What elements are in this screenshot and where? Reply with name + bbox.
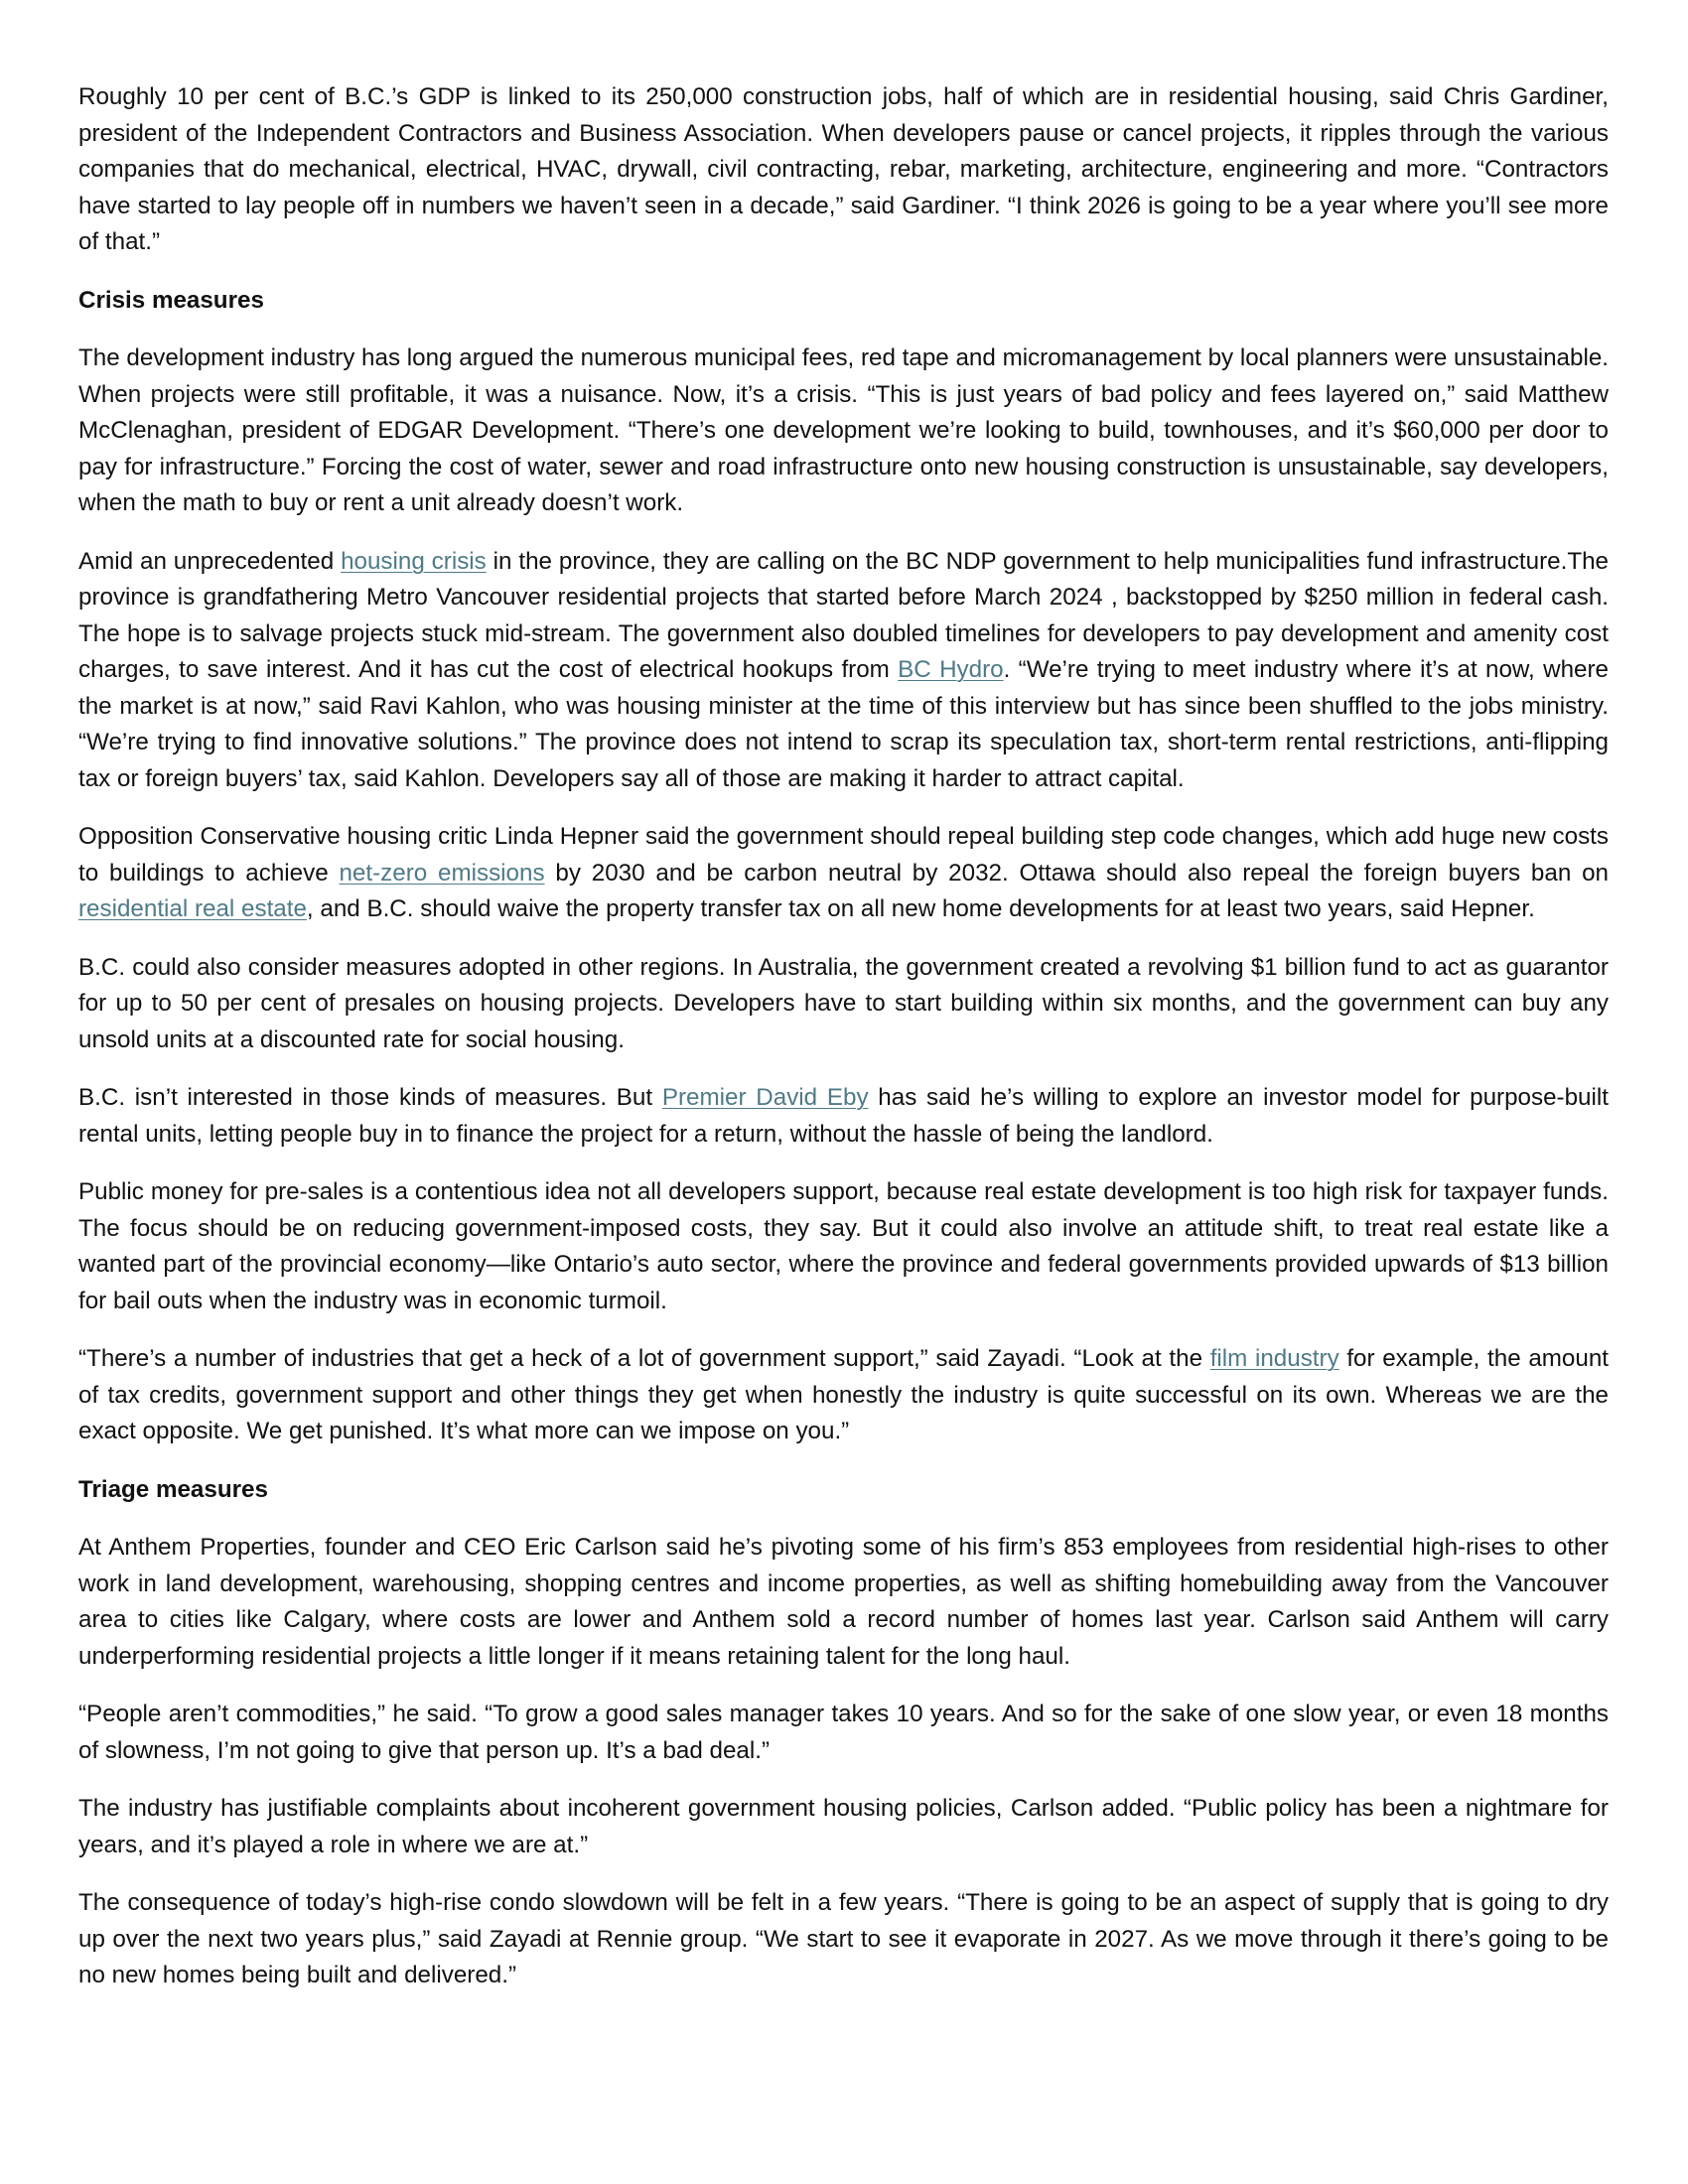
paragraph-public-money [78, 1174, 1609, 1319]
paragraph-province-measures [78, 544, 1609, 798]
link-residential-real-estate[interactable]: residential real estate [78, 895, 307, 922]
paragraph-policy-complaints [78, 1791, 1609, 1863]
paragraph-text: The development industry has long argued the numerous municipal fees, red tape and micromanagement by local planners were unsustainable. When projects were still profitable, it was a nuisance. Now, it’s a crisis. “This is just years of bad policy and fees layered on,” said Matthew McClenaghan, president of EDGAR Development. “There’s one development we’re looking to build, townhouses, and it’s $60,000 per door to pay for infrastructure.” Forcing the cost of water, sewer and road infrastructure onto new housing construction is unsustainable, say developers, when the math to buy or rent a unit already doesn’t work. [78, 344, 1609, 516]
paragraph-text: “People aren’t commodities,” he said. “To grow a good sales manager takes 10 years. And so for the sake of one slow year, or even 18 months of slowness, I’m not going to give that person up. It’s a bad deal.” [78, 1701, 1609, 1764]
paragraph-text: Roughly 10 per cent of B.C.’s GDP is linked to its 250,000 construction jobs, half of which are in residential housing, said Chris Gardiner, president of the Independent Contractors and Business Association. When developers pause or cancel projects, it ripples through the various companies that do mechanical, electrical, HVAC, drywall, civil contracting, rebar, marketing, architecture, engineering and more. “Contractors have started to lay people off in numbers we haven’t seen in a decade,” said Gardiner. “I think 2026 is going to be a year where you’ll see more of that.” [78, 83, 1609, 255]
paragraph-investor-model [78, 1080, 1609, 1153]
paragraph-text: . “We’re trying to meet industry where it’s at now, where the market is at now,” said Ravi Kahlon, who was housing minister at the time of this interview but has since been shuffled to the jobs ministry. “We’re trying to find innovative solutions.” The province does not intend to scrap its speculation tax, short-term rental restrictions, anti-flipping tax or foreign buyers’ tax, said Kahlon. Developers say all of those are making it harder to attract capital. [78, 656, 1609, 792]
paragraph-people-commodities [78, 1697, 1609, 1769]
paragraph-text: Amid an unprecedented [78, 547, 342, 575]
paragraph-text: B.C. could also consider measures adopted in other regions. In Australia, the government created a revolving $1 billion fund to act as guarantor for up to 50 per cent of presales on housing projects. Developers have to start building within six months, and the government can buy any unsold units at a discounted rate for social housing. [78, 953, 1609, 1053]
section-heading-triage-measures: Triage measures [78, 1475, 268, 1503]
paragraph-supply-consequence [78, 1885, 1609, 1994]
paragraph-gdp-construction-jobs [78, 79, 1609, 261]
paragraph-text: At Anthem Properties, founder and CEO Eric Carlson said he’s pivoting some of his firm’s 853 employees from residential high-rises to other work in land development, warehousing, shopping centres and income properties, as well as shifting homebuilding away from the Vancouver area to cities like Calgary, where costs are lower and Anthem sold a record number of homes last year. Carlson said Anthem will carry underperforming residential projects a little longer if it means retaining talent for the long haul. [78, 1534, 1609, 1670]
link-film-industry[interactable]: film industry [1209, 1345, 1339, 1372]
article-body [78, 79, 1609, 2016]
paragraph-anthem-properties [78, 1530, 1609, 1675]
paragraph-text: Opposition Conservative housing critic Linda Hepner said the government should repeal building step code changes, which add huge new costs to buildings to achieve [78, 823, 1609, 887]
paragraph-text: in the province, they are calling on the BC NDP government to help municipalities fund infrastructure.The province is grandfathering Metro Vancouver residential projects that started before March 2024 , backstopped by $250 million in federal cash. The hope is to salvage projects stuck mid-stream. The government also doubled timelines for developers to pay development and amenity cost charges, to save interest. And it has cut the cost of electrical hookups from [78, 547, 1609, 683]
paragraph-text: “There’s a number of industries that get a heck of a lot of government support,” said Zayadi. “Look at the [78, 1345, 1210, 1372]
link-bc-hydro[interactable]: BC Hydro [898, 656, 1004, 683]
link-premier-david-eby[interactable]: Premier David Eby [661, 1084, 869, 1111]
paragraph-text: B.C. isn’t interested in those kinds of measures. But [78, 1084, 662, 1111]
paragraph-development-fees [78, 341, 1609, 522]
paragraph-text: by 2030 and be carbon neutral by 2032. Ottawa should also repeal the foreign buyers ban on [544, 859, 1610, 887]
link-housing-crisis[interactable]: housing crisis [341, 547, 487, 575]
paragraph-text: has said he’s willing to explore an investor model for purpose-built rental units, letting people buy in to finance the project for a return, without the hassle of being the landlord. [78, 1084, 1609, 1148]
paragraph-text: The consequence of today’s high-rise condo slowdown will be felt in a few years. “There is going to be an aspect of supply that is going to dry up over the next two years plus,” said Zayadi at Rennie group. “We start to see it evaporate in 2027. As we move through it there’s going to be no new homes being built and delivered.” [78, 1889, 1609, 1988]
paragraph-zayadi-quote [78, 1341, 1609, 1450]
paragraph-text: Public money for pre-sales is a contentious idea not all developers support, because real estate development is too high risk for taxpayer funds. The focus should be on reducing government-imposed costs, they say. But it could also involve an attitude shift, to treat real estate like a wanted part of the provincial economy—like Ontario’s auto sector, where the province and federal governments provided upwards of $13 billion for bail outs when the industry was in economic turmoil. [78, 1178, 1609, 1314]
paragraph-opposition-critic [78, 819, 1609, 928]
paragraph-text: for example, the amount of tax credits, government support and other things they get when honestly the industry is quite successful on its own. Whereas we are the exact opposite. We get punished. It’s what more can we impose on you.” [78, 1345, 1609, 1444]
paragraph-australia-measures [78, 950, 1609, 1059]
paragraph-text: The industry has justifiable complaints about incoherent government housing policies, Carlson added. “Public policy has been a nightmare for years, and it’s played a role in where we are at.” [78, 1795, 1609, 1858]
section-heading-crisis-measures: Crisis measures [78, 286, 264, 314]
paragraph-text: , and B.C. should waive the property transfer tax on all new home developments for at least two years, said Hepner. [306, 895, 1535, 922]
link-net-zero-emissions[interactable]: net-zero emissions [339, 859, 545, 887]
